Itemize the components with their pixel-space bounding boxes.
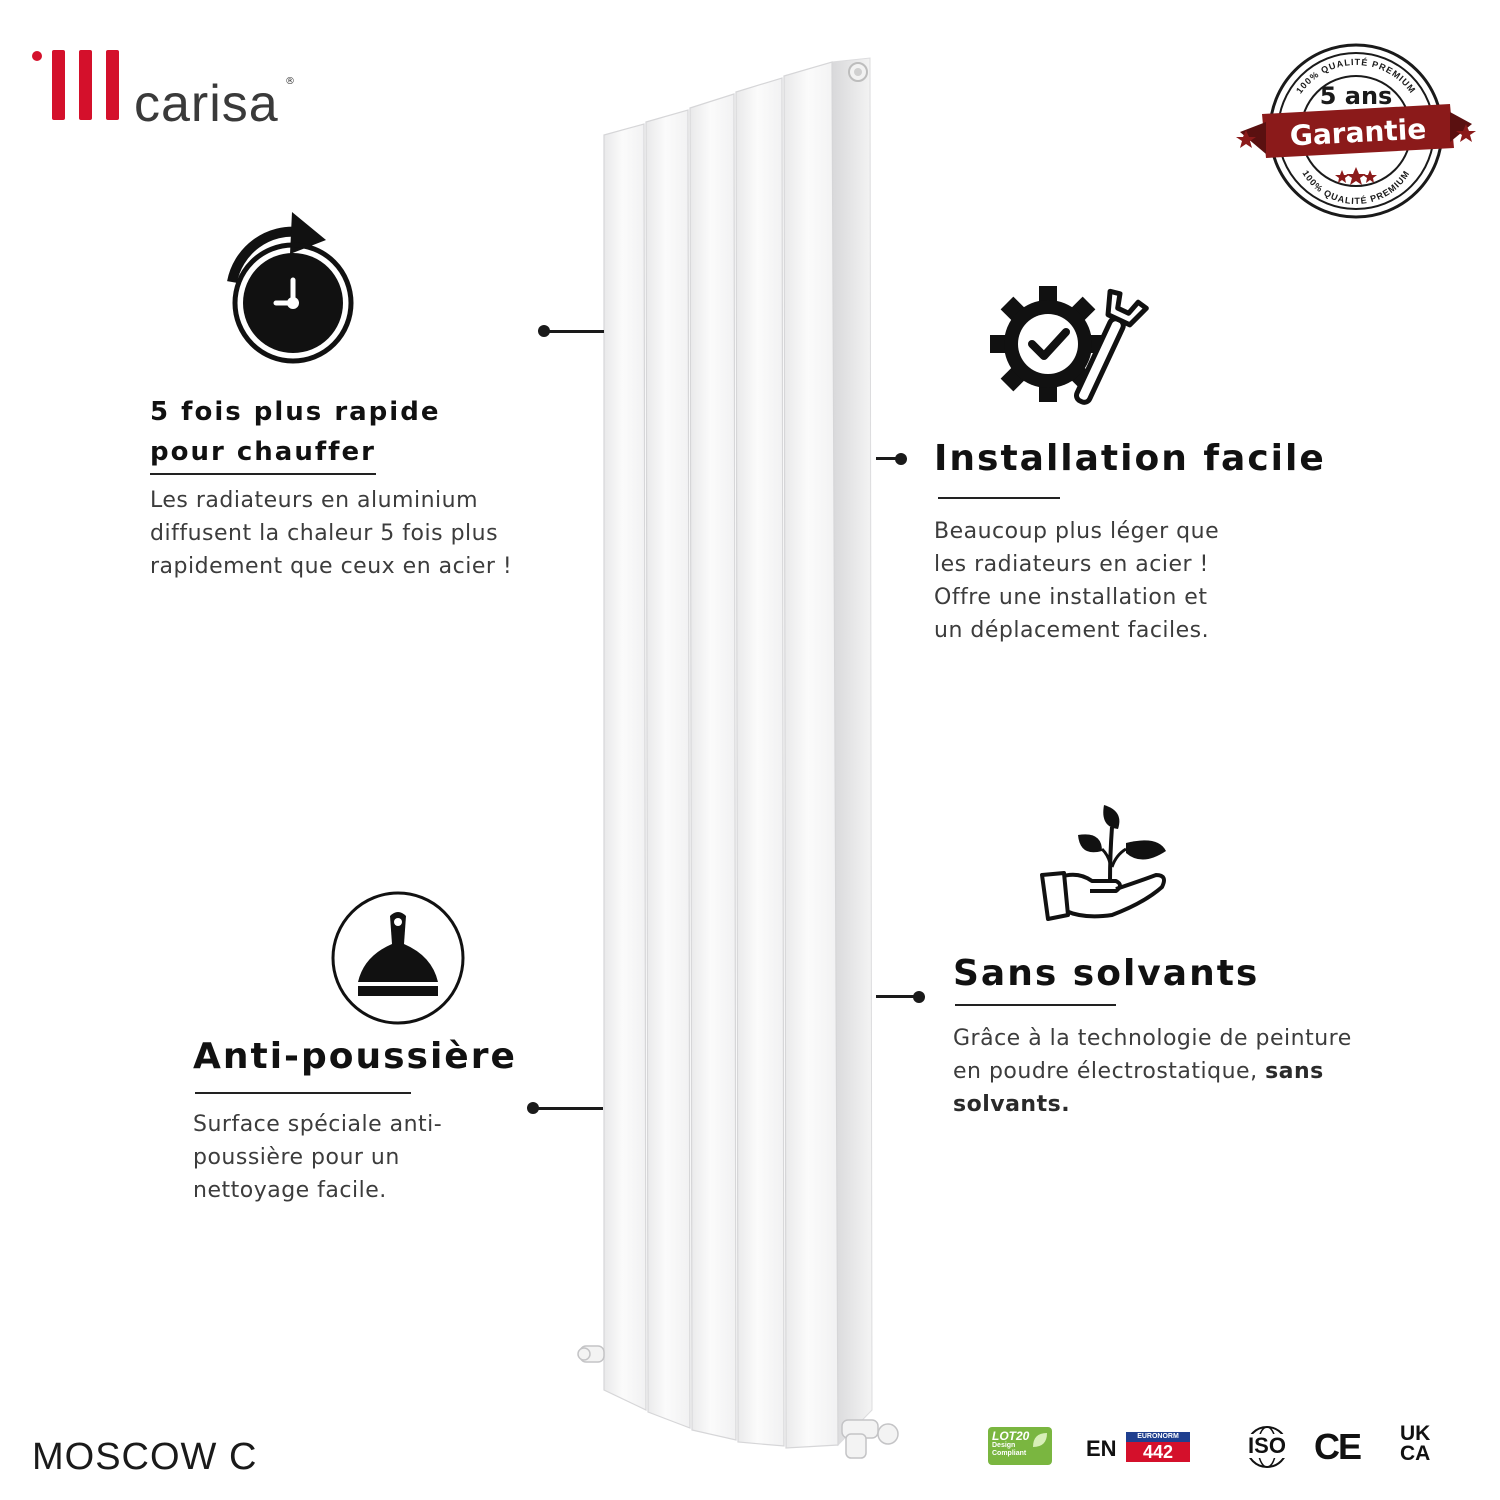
euronorm-bar <box>1126 1432 1190 1442</box>
connector-dot <box>913 991 925 1003</box>
brand-logo <box>30 48 310 133</box>
feature-desc-installation: Beaucoup plus léger que les radiateurs en acier ! Offre une installation et un déplacement faciles. <box>934 519 1220 643</box>
feature-desc-solvent <box>953 1022 1373 1121</box>
feature-desc-text: Grâce à la technologie de peinture en poudre électrostatique, <box>953 1026 1352 1084</box>
iso-label: ISO <box>1242 1434 1292 1458</box>
connector-line <box>544 330 604 333</box>
gear-wrench-icon <box>990 284 1150 420</box>
lot20-sub: Compliant <box>992 1450 1027 1457</box>
lot20-title: LOT20 <box>992 1429 1030 1443</box>
connector-dot <box>895 453 907 465</box>
en442-badge <box>1086 1430 1190 1464</box>
brand-name: carisa <box>134 75 279 133</box>
feature-title-speed <box>150 392 440 475</box>
seal-top-arc: 100% QUALITÉ PREMIUM <box>1294 56 1418 96</box>
lot20-badge <box>988 1427 1052 1465</box>
leaf-icon <box>1031 1431 1049 1449</box>
connector-line <box>876 995 918 998</box>
guarantee-seal <box>1234 42 1478 220</box>
registered-mark: ® <box>285 76 295 87</box>
ce-mark: CE <box>1314 1426 1361 1467</box>
feature-desc-bold: sans solvants. <box>953 1059 1324 1117</box>
seal-label: Garantie <box>1289 112 1428 153</box>
seal-bottom-arc: 100% QUALITÉ PREMIUM <box>1300 168 1412 207</box>
feature-title-underline <box>195 1092 411 1094</box>
iso-badge <box>1242 1425 1292 1469</box>
lot20-sub: Design <box>992 1442 1016 1449</box>
feature-title-solvent: Sans solvants <box>953 953 1260 994</box>
brand-bars-icon <box>30 48 140 128</box>
en-number-bar <box>1126 1442 1190 1462</box>
feature-title-underline <box>955 1004 1116 1006</box>
model-name: MOSCOW C <box>32 1436 258 1478</box>
feature-title-line: pour chauffer <box>150 432 376 475</box>
ukca-mark <box>1400 1424 1430 1464</box>
en-label: EN <box>1086 1436 1117 1461</box>
fast-clock-icon <box>220 210 360 365</box>
feature-desc-speed: Les radiateurs en aluminium diffusent la chaleur 5 fois plus rapidement que ceux en acier ! <box>150 488 513 579</box>
feature-title-underline <box>938 497 1060 499</box>
plant-hand-icon <box>1040 785 1172 925</box>
en-number: 442 <box>1142 1442 1174 1462</box>
euronorm-label: EURONORM <box>1137 1433 1179 1440</box>
feature-title-installation: Installation facile <box>934 438 1326 479</box>
feature-title-dust: Anti-poussière <box>193 1036 517 1077</box>
ukca-line: CA <box>1400 1442 1431 1465</box>
seal-years: 5 ans <box>1319 82 1393 110</box>
squeegee-icon <box>330 890 466 1026</box>
ukca-line: UK <box>1400 1422 1431 1445</box>
feature-title-line: 5 fois plus rapide <box>150 397 441 427</box>
radiator-image <box>570 50 910 1460</box>
feature-desc-dust: Surface spéciale anti-poussière pour un nettoyage facile. <box>193 1112 443 1203</box>
connector-line <box>533 1107 603 1110</box>
